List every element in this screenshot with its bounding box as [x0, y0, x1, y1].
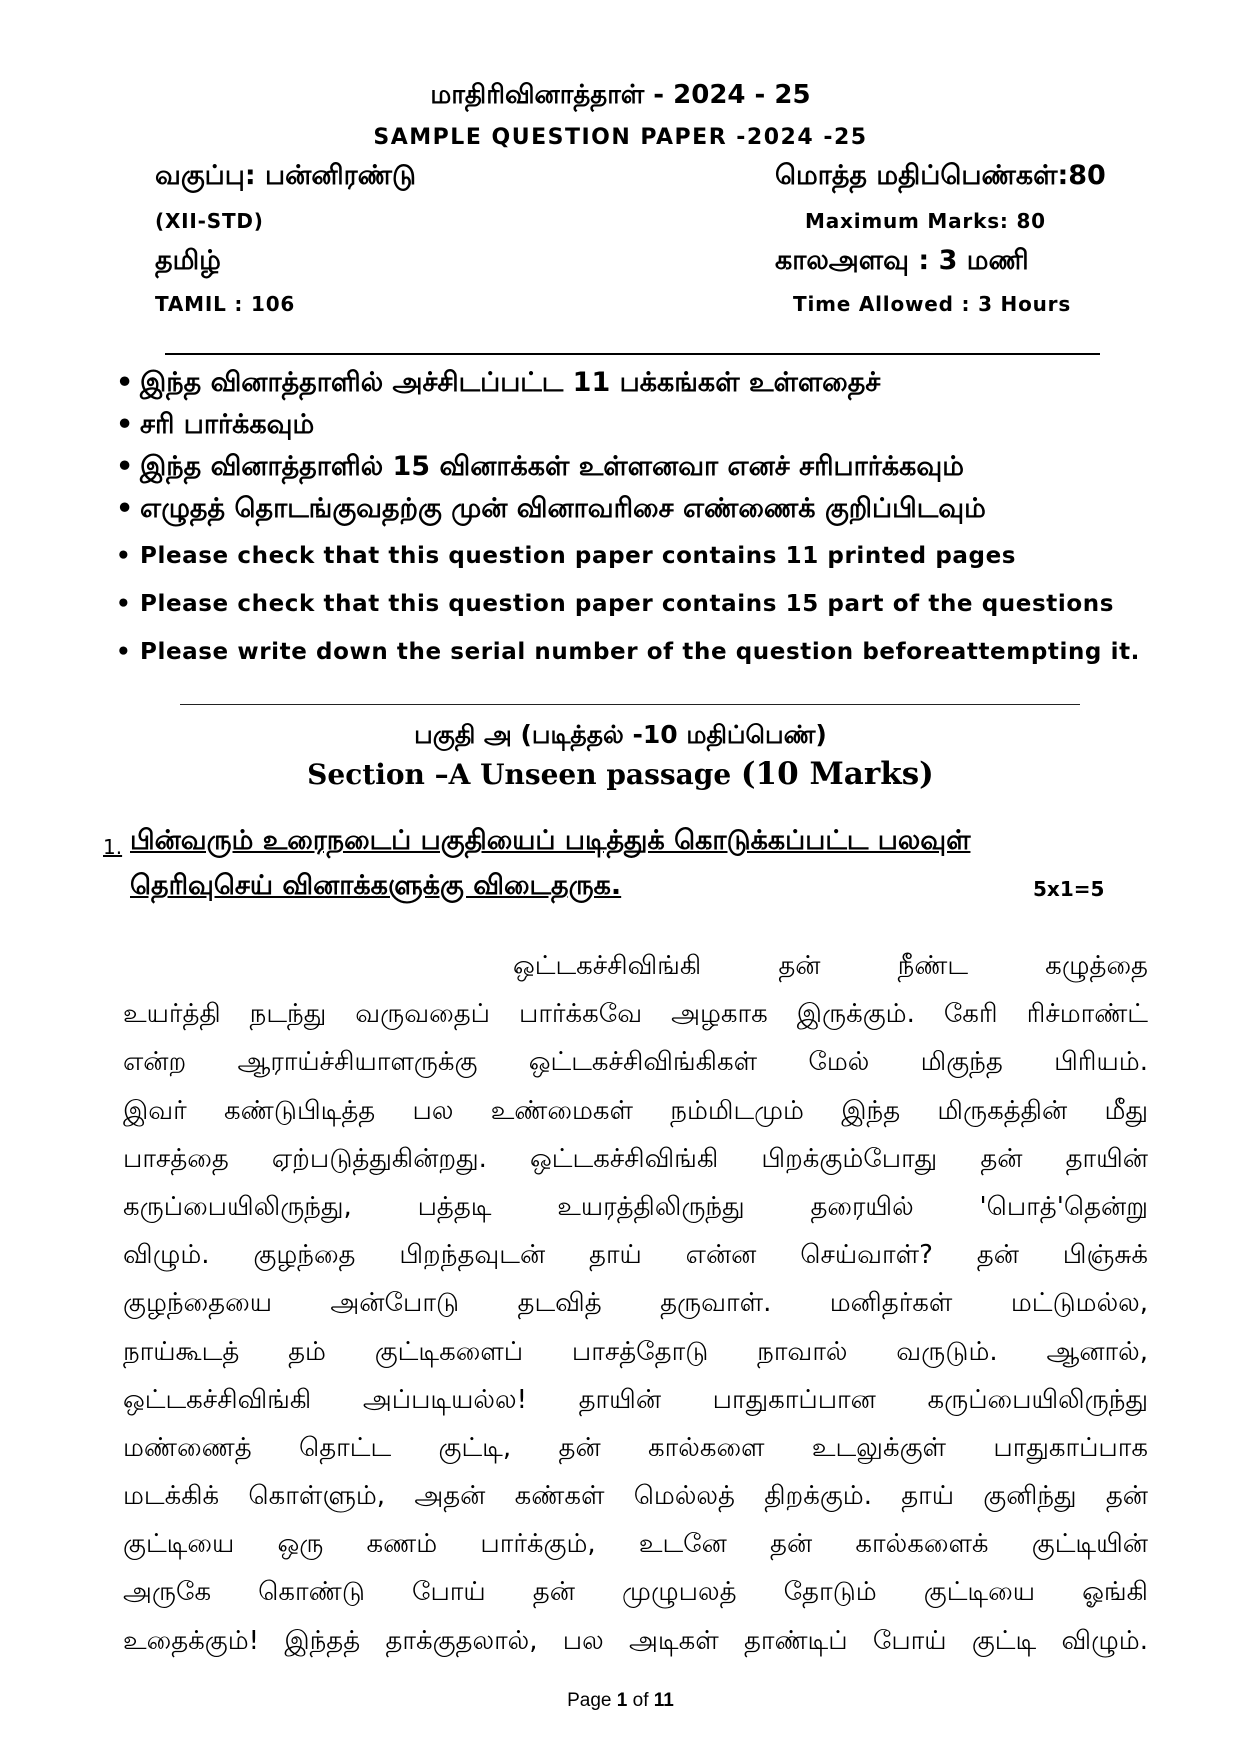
- title-english: SAMPLE QUESTION PAPER -2024 -25: [373, 125, 868, 150]
- time-english: Time Allowed : 3 Hours: [793, 292, 1072, 316]
- instructions-divider: [180, 704, 1080, 705]
- footer-page-label: Page: [567, 1690, 612, 1711]
- instruction-item: • எழுதத் தொடங்குவதற்கு முன் வினாவரிசை எண்ணைக் குறிப்பிடவும்: [110, 488, 1140, 530]
- section-heading-tamil: பகுதி அ (படித்தல் -10 மதிப்பெண்): [414, 720, 827, 749]
- passage-line: ஒட்டகச்சிவிங்கி அப்படியல்ல! தாயின் பாதுகாப்பான கருப்பையிலிருந்து: [123, 1384, 1148, 1415]
- footer-page-current: 1: [616, 1690, 628, 1711]
- passage-line: நாய்கூடத் தம் குட்டிகளைப் பாசத்தோடு நாவால் வருடும். ஆனால்,: [123, 1336, 1148, 1367]
- section-heading-english: [0, 756, 1241, 792]
- passage-line: விழும். குழந்தை பிறந்தவுடன் தாய் என்ன செய்வாள்? தன் பிஞ்சுக்: [123, 1240, 1148, 1271]
- instruction-item: • Please check that this question paper contains 15 part of the questions: [110, 580, 1140, 628]
- instruction-item: • இந்த வினாத்தாளில் அச்சிடப்பட்ட 11 பக்கங்கள் உள்ளதைச்: [110, 362, 1140, 404]
- passage-line: என்ற ஆராய்ச்சியாளருக்கு ஒட்டகச்சிவிங்கிகள் மேல் மிகுந்த பிரியம்.: [123, 1047, 1148, 1078]
- instructions-list: [110, 362, 1140, 676]
- header-divider: [165, 353, 1100, 355]
- instruction-item: • இந்த வினாத்தாளில் 15 வினாக்கள் உள்ளனவா எனச் சரிபார்க்கவும்: [110, 446, 1140, 488]
- page-footer: [0, 1690, 1241, 1712]
- passage-line: கருப்பையிலிருந்து, பத்தடி உயரத்திலிருந்து தரையில் 'பொத்'தென்று: [123, 1191, 1148, 1222]
- title-tamil: மாதிரிவினாத்தாள் - 2024 - 25: [430, 80, 811, 110]
- question-text-line2: தெரிவுசெய் வினாக்களுக்கு விடைதருக.: [130, 870, 622, 901]
- passage-line: உதைக்கும்! இந்தத் தாக்குதலால், பல அடிகள் தாண்டிப் போய் குட்டி விழும்.: [123, 1625, 1148, 1656]
- passage-line: மண்ணைத் தொட்ட குட்டி, தன் கால்களை உடலுக்குள் பாதுகாப்பாக: [123, 1432, 1148, 1463]
- subject-tamil: தமிழ்: [155, 245, 221, 276]
- passage-line: பாசத்தை ஏற்படுத்துகின்றது. ஒட்டகச்சிவிங்கி பிறக்கும்போது தன் தாயின்: [123, 1143, 1148, 1174]
- max-marks-english: Maximum Marks: 80: [805, 209, 1046, 233]
- instruction-item: • சரி பார்க்கவும்: [110, 404, 1140, 446]
- instruction-item: • Please write down the serial number of the question beforeattempting it.: [110, 628, 1140, 676]
- time-tamil: காலஅளவு : 3 மணி: [775, 245, 1029, 276]
- section-heading-english-text: Section –A Unseen passage: [307, 758, 732, 791]
- footer-page-total: 11: [653, 1690, 674, 1711]
- passage-line: அருகே கொண்டு போய் தன் முழுபலத் தோடும் குட்டியை ஓங்கி: [123, 1577, 1148, 1608]
- passage-line: இவர் கண்டுபிடித்த பல உண்மைகள் நம்மிடமும் இந்த மிருகத்தின் மீது: [123, 1095, 1148, 1126]
- passage-line: ஒட்டகச்சிவிங்கி தன் நீண்ட கழுத்தை: [513, 951, 1148, 981]
- question-marks: 5x1=5: [1033, 877, 1105, 901]
- class-tamil: வகுப்பு: பன்னிரண்டு: [155, 160, 417, 191]
- footer-of-label: of: [632, 1690, 649, 1711]
- passage-line: குழந்தையை அன்போடு தடவித் தருவாள். மனிதர்கள் மட்டுமல்ல,: [123, 1288, 1148, 1319]
- instruction-item: • Please check that this question paper contains 11 printed pages: [110, 532, 1140, 580]
- passage: [123, 942, 1148, 1665]
- question-text-line1: பின்வரும் உரைநடைப் பகுதியைப் படித்துக் கொடுக்கப்பட்ட பலவுள்: [130, 825, 971, 856]
- question-number: 1.: [103, 835, 123, 859]
- passage-line: குட்டியை ஒரு கணம் பார்க்கும், உடனே தன் கால்களைக் குட்டியின்: [123, 1529, 1148, 1560]
- section-heading-marks: (10 Marks): [740, 756, 934, 792]
- max-marks-tamil: மொத்த மதிப்பெண்கள்:80: [775, 160, 1106, 191]
- passage-line: மடக்கிக் கொள்ளும், அதன் கண்கள் மெல்லத் திறக்கும். தாய் குனிந்து தன்: [123, 1481, 1148, 1512]
- subject-english: TAMIL : 106: [155, 292, 296, 316]
- class-english: (XII-STD): [155, 209, 264, 233]
- passage-line: உயர்த்தி நடந்து வருவதைப் பார்க்கவே அழகாக இருக்கும். கேரி ரிச்மாண்ட்: [123, 999, 1148, 1030]
